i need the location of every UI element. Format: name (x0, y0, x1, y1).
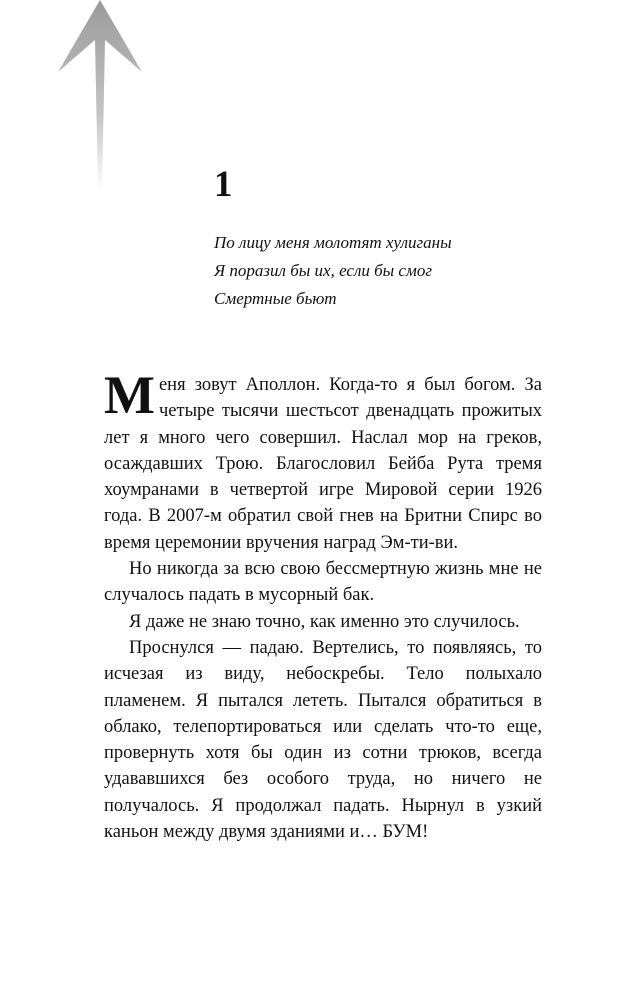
paragraph-text: еня зовут Аполлон. Когда-то я был богом. За четыре тысячи шестьсот двенадцать прожитых лет я много чего совершил. Наслал мор на греков, осаждавших Трою. Благословил Бейба Рута тремя хоумранами в четвертой игре Мировой серии 1926 года. В 2007-м обратил свой гнев на Бритни Спирс во время церемонии вручения наград Эм-ти-ви. (104, 375, 542, 553)
arrow-up-icon (58, 0, 142, 190)
paragraph: Проснулся — падаю. Вертелись, то появляясь, то исчезая из виду, небоскребы. Тело полыхало пламенем. Я пытался лететь. Пытался обратиться в облако, телепортироваться или сделать что-то еще, провернуть хотя бы один из сотни трюков, всегда удававшихся без особого труда, но ничего не получалось. Я продолжал падать. Нырнул в узкий каньон между двумя зданиями и… БУМ! (104, 637, 542, 843)
chapter-number: 1 (214, 164, 233, 205)
paragraph: Я даже не знаю точно, как именно это случилось. (129, 611, 520, 632)
epigraph (214, 229, 452, 313)
epigraph-line: Я поразил бы их, если бы смог (214, 261, 432, 280)
paragraph (104, 365, 542, 556)
drop-cap: М (104, 365, 155, 425)
chapter-body (104, 365, 542, 845)
epigraph-line: По лицу меня молотят хулиганы (214, 233, 452, 252)
epigraph-line: Смертные бьют (214, 289, 337, 308)
paragraph: Но никогда за всю свою бессмертную жизнь мне не случалось падать в мусорный бак. (104, 559, 542, 606)
